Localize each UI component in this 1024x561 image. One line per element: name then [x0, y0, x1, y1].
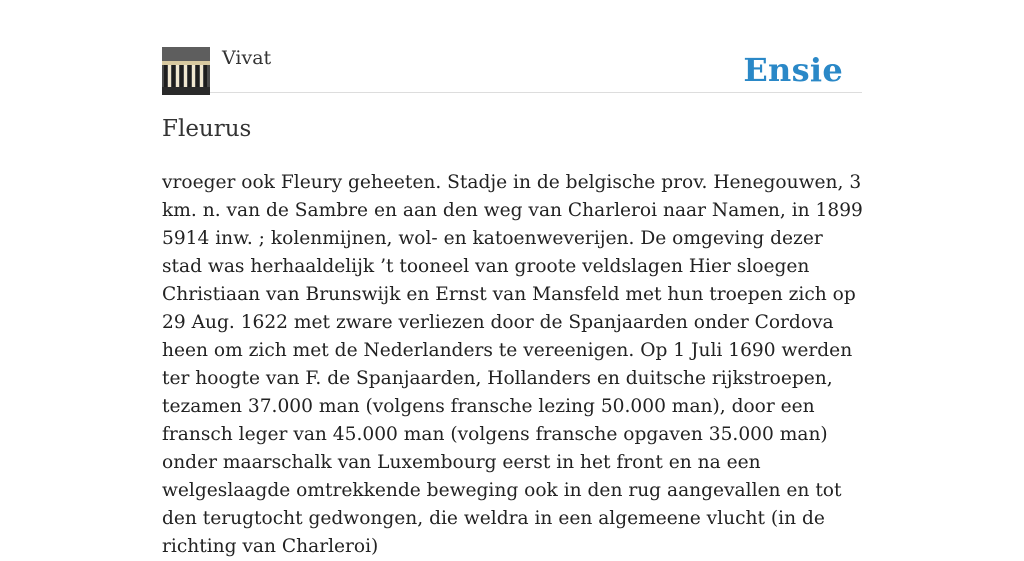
- avatar-image: [162, 47, 210, 95]
- source-name-link[interactable]: Vivat: [222, 47, 272, 69]
- book-spines-avatar-icon[interactable]: [162, 47, 210, 95]
- ensie-logo-link[interactable]: Ensie: [743, 51, 843, 89]
- entry-title: Fleurus: [162, 116, 252, 142]
- header: [162, 46, 862, 93]
- entry-body: vroeger ook Fleury geheeten. Stadje in de belgische prov. Henegouwen, 3 km. n. van de Sambre en aan den weg van Charleroi naar Namen, in 1899 5914 inw. ; kolenmijnen, wol- en katoenweverijen. De omgeving dezer stad was herhaaldelijk ’t tooneel van groote veldslagen Hier sloegen Christiaan van Brunswijk en Ernst van Mansfeld met hun troepen zich op 29 Aug. 1622 met zware verliezen door de Spanjaarden onder Cordova heen om zich met de Nederlanders te vereenigen. Op 1 Juli 1690 werden ter hoogte van F. de Spanjaarden, Hollanders en duitsche rijkstroepen, tezamen 37.000 man (volgens fransche lezing 50.000 man), door een fransch leger van 45.000 man (volgens fransche opgaven 35.000 man) onder maarschalk van Luxembourg eerst in het front en na een welgeslaagde omtrekkende beweging ook in den rug aangevallen en tot den terugtocht gedwongen, die weldra in een algemeene vlucht (in de richting van Charleroi): [162, 172, 863, 557]
